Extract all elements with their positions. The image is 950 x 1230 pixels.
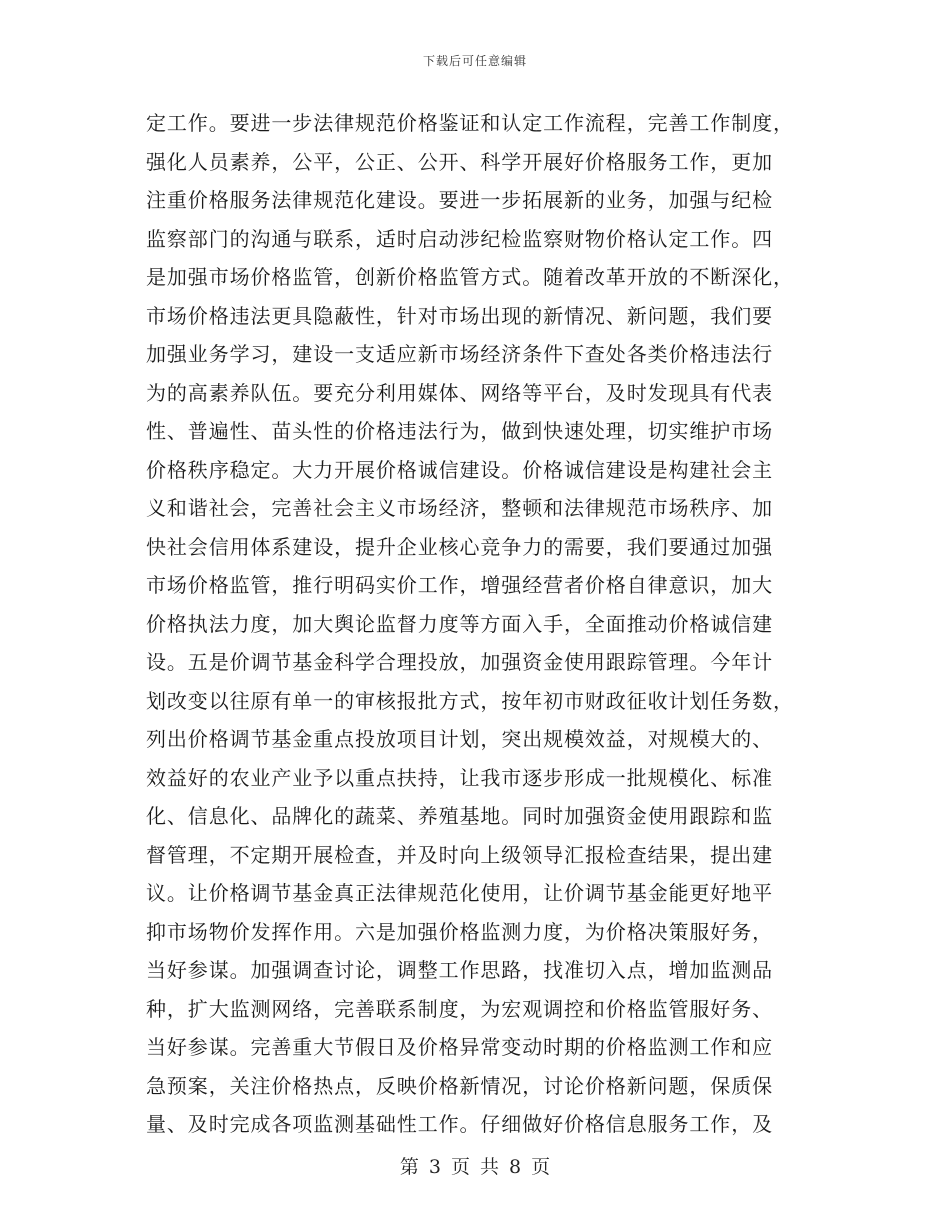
footer-total-word: 共	[480, 1156, 500, 1178]
document-body	[146, 104, 806, 1144]
text-line: 为的高素养队伍。要充分利用媒体、网络等平台，及时发现具有代表	[146, 380, 773, 405]
text-line: 监察部门的沟通与联系，适时启动涉纪检监察财物价格认定工作。四	[146, 226, 773, 251]
text-line: 性、普遍性、苗头性的价格违法行为，做到快速处理，切实维护市场	[146, 419, 773, 443]
text-line: 价格秩序稳定。大力开展价格诚信建设。价格诚信建设是构建社会主	[146, 457, 773, 482]
text-line: 议。让价格调节基金真正法律规范化使用，让价调节基金能更好地平	[146, 881, 773, 905]
footer-suffix: 页	[531, 1156, 551, 1178]
text-line: 当好参谋。加强调查讨论，调整工作思路，找准切入点，增加监测品	[146, 958, 773, 982]
footer-prefix: 第	[399, 1156, 419, 1178]
text-line: 价格执法力度，加大舆论监督力度等方面入手，全面推动价格诚信建	[146, 611, 773, 636]
text-line: 急预案，关注价格热点，反映价格新情况，讨论价格新问题，保质保	[146, 1073, 773, 1098]
text-line: 当好参谋。完善重大节假日及价格异常变动时期的价格监测工作和应	[146, 1035, 773, 1059]
text-line: 量、及时完成各项监测基础性工作。仔细做好价格信息服务工作，及	[146, 1112, 773, 1136]
text-line: 效益好的农业产业予以重点扶持，让我市逐步形成一批规模化、标准	[146, 765, 773, 790]
text-line: 种，扩大监测网络，完善联系制度，为宏观调控和价格监管服好务、	[146, 996, 773, 1021]
current-page-number: 3	[428, 1156, 441, 1178]
text-line: 抑市场物价发挥作用。六是加强价格监测力度，为价格决策服好务，	[146, 919, 773, 944]
text-line: 强化人员素养，公平，公正、公开、科学开展好价格服务工作，更加	[146, 149, 773, 174]
text-line: 督管理，不定期开展检查，并及时向上级领导汇报检查结果，提出建	[146, 842, 773, 867]
text-line: 注重价格服务法律规范化建设。要进一步拓展新的业务，加强与纪检	[146, 188, 773, 212]
text-line: 化、信息化、品牌化的蔬菜、养殖基地。同时加强资金使用跟踪和监	[146, 804, 773, 828]
text-line: 快社会信用体系建设，提升企业核心竞争力的需要，我们要通过加强	[146, 534, 773, 559]
header-note: 下载后可任意编辑	[422, 54, 527, 68]
footer-page-word: 页	[450, 1156, 470, 1178]
total-page-count: 8	[509, 1156, 522, 1178]
text-line: 是加强市场价格监管，创新价格监管方式。随着改革开放的不断深化，	[146, 265, 794, 289]
text-line: 加强业务学习，建设一支适应新市场经济条件下查处各类价格违法行	[146, 342, 773, 366]
page-footer	[0, 1152, 950, 1179]
text-line: 定工作。要进一步法律规范价格鉴证和认定工作流程，完善工作制度，	[146, 111, 794, 135]
text-line: 设。五是价调节基金科学合理投放，加强资金使用跟踪管理。今年计	[146, 650, 773, 674]
text-line: 市场价格违法更具隐蔽性，针对市场出现的新情况、新问题，我们要	[146, 303, 773, 328]
text-line: 市场价格监管，推行明码实价工作，增强经营者价格自律意识，加大	[146, 573, 773, 597]
text-line: 划改变以往原有单一的审核报批方式，按年初市财政征收计划任务数，	[146, 688, 794, 713]
page-header	[0, 52, 950, 69]
text-line: 义和谐社会，完善社会主义市场经济，整顿和法律规范市场秩序、加	[146, 496, 773, 520]
text-line: 列出价格调节基金重点投放项目计划，突出规模效益，对规模大的、	[146, 727, 773, 751]
